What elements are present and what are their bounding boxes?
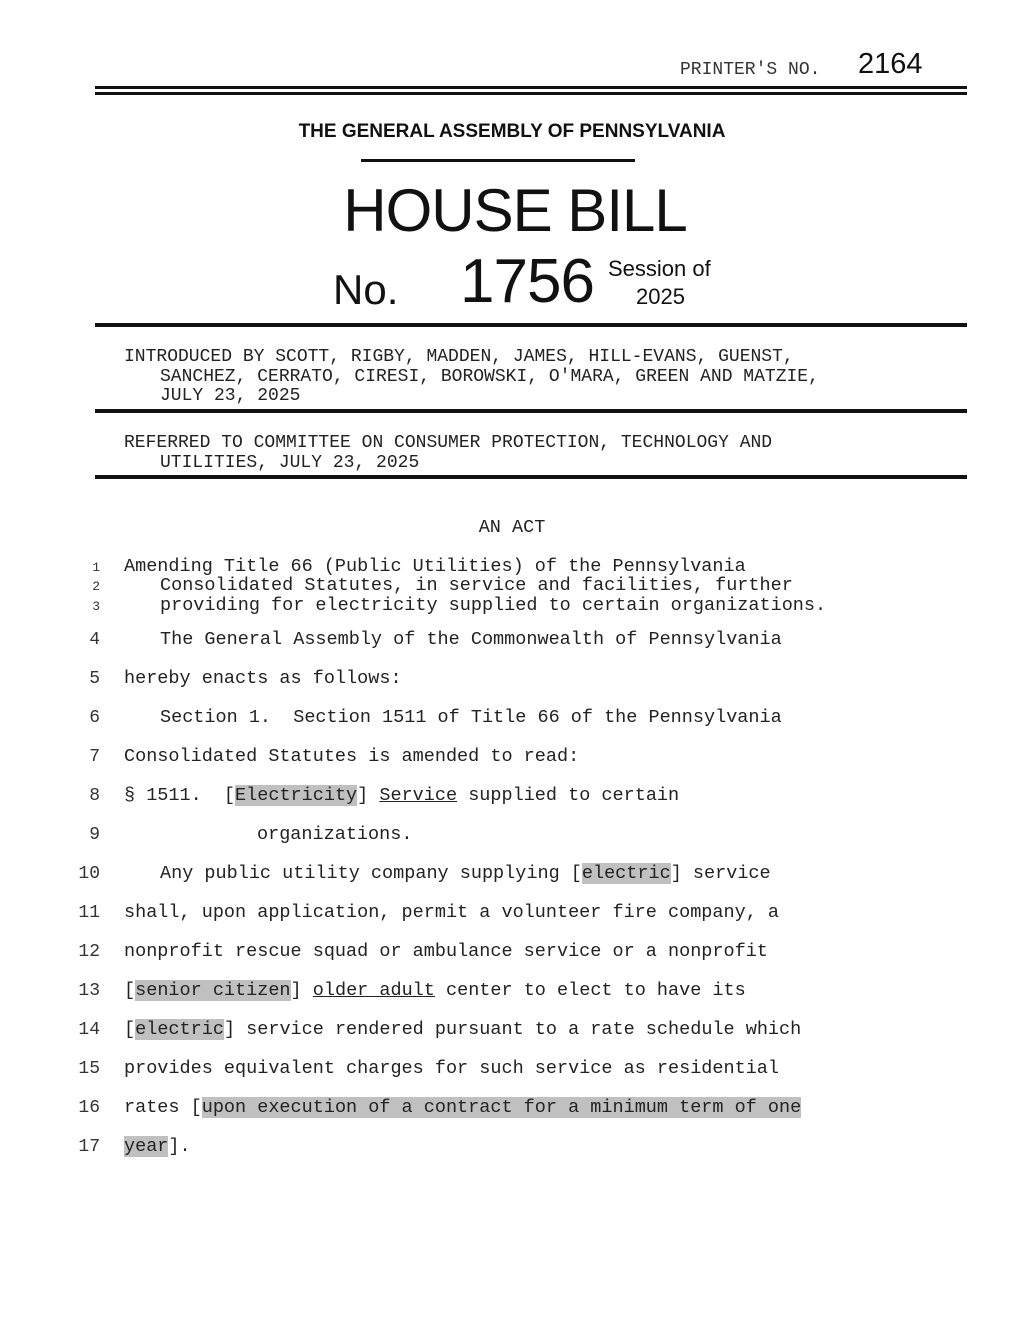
line-number: 4	[89, 630, 100, 650]
line-number: 1	[92, 560, 100, 575]
body-line: provides equivalent charges for such service as residential	[124, 1058, 780, 1079]
body-line	[160, 863, 771, 884]
assembly-title: THE GENERAL ASSEMBLY OF PENNSYLVANIA	[298, 121, 726, 142]
no-label: No.	[333, 266, 399, 313]
referred-line-1: REFERRED TO COMMITTEE ON CONSUMER PROTECTION, TECHNOLOGY AND	[124, 433, 773, 453]
inserted-text: Service	[379, 785, 458, 806]
introduced-line-3: JULY 23, 2025	[160, 386, 301, 406]
text-segment: center to elect to have its	[434, 980, 746, 1001]
deleted-text: electric	[581, 863, 671, 884]
text-segment: ]	[290, 980, 313, 1001]
act-heading: AN ACT	[478, 517, 546, 538]
text-segment: [	[124, 980, 136, 1001]
line-number: 16	[78, 1098, 100, 1118]
line-number: 6	[89, 708, 100, 728]
inserted-text: older adult	[312, 980, 435, 1001]
section-heading-line	[124, 785, 679, 806]
body-line	[124, 1019, 801, 1040]
rule-after-referred	[95, 475, 967, 479]
body-line: nonprofit rescue squad or ambulance service or a nonprofit	[124, 941, 768, 962]
body-line: organizations.	[257, 824, 413, 845]
line-number: 9	[89, 825, 100, 845]
deleted-text: Electricity	[235, 785, 358, 806]
deleted-text: electric	[135, 1019, 224, 1040]
text-segment: § 1511. [	[124, 785, 236, 806]
deleted-text: upon execution of a contract for a minimum term of one	[201, 1097, 802, 1118]
line-number: 7	[89, 747, 100, 767]
printer-number: 2164	[858, 48, 923, 80]
text-segment: ] service rendered pursuant to a rate schedule which	[223, 1019, 802, 1040]
top-rule-thin	[95, 92, 967, 95]
body-line: hereby enacts as follows:	[124, 668, 402, 689]
text-segment: ] service	[670, 863, 771, 884]
rule-after-introduced	[95, 409, 967, 413]
introduced-line-2: SANCHEZ, CERRATO, CIRESI, BOROWSKI, O'MARA, GREEN AND MATZIE,	[160, 367, 819, 387]
deleted-text: year	[124, 1136, 169, 1157]
line-number: 8	[89, 786, 100, 806]
line-number: 3	[92, 599, 100, 614]
session-year: 2025	[636, 284, 685, 309]
introduced-line-1: INTRODUCED BY SCOTT, RIGBY, MADDEN, JAMES, HILL-EVANS, GUENST,	[124, 347, 794, 367]
body-line: Section 1. Section 1511 of Title 66 of the Pennsylvania	[160, 707, 782, 728]
text-segment: ].	[168, 1136, 191, 1157]
line-number: 5	[89, 669, 100, 689]
body-line	[124, 1136, 191, 1157]
body-line	[124, 1097, 801, 1118]
line-number: 10	[78, 864, 100, 884]
body-line: The General Assembly of the Commonwealth of Pennsylvania	[160, 629, 782, 650]
printer-label: PRINTER'S NO.	[680, 60, 821, 80]
assembly-divider	[361, 159, 635, 162]
title-line: Consolidated Statutes, in service and facilities, further	[160, 575, 793, 596]
text-segment: rates [	[124, 1097, 202, 1118]
line-number: 12	[78, 942, 100, 962]
rule-after-number	[95, 323, 967, 327]
deleted-text: senior citizen	[135, 980, 291, 1001]
referred-line-2: UTILITIES, JULY 23, 2025	[160, 453, 420, 473]
text-segment: supplied to certain	[457, 785, 680, 806]
line-number: 11	[78, 903, 100, 923]
bill-type: HOUSE BILL	[343, 177, 687, 244]
body-line	[124, 980, 746, 1001]
session-label: Session of	[608, 256, 711, 281]
line-number: 2	[92, 579, 100, 594]
title-line: providing for electricity supplied to certain organizations.	[160, 595, 827, 616]
top-rule-thick	[95, 86, 967, 89]
text-segment: [	[124, 1019, 136, 1040]
line-number: 17	[78, 1137, 100, 1157]
text-segment: Any public utility company supplying [	[160, 863, 582, 884]
line-number: 15	[78, 1059, 100, 1079]
body-line: shall, upon application, permit a volunteer fire company, a	[124, 902, 780, 923]
bill-number: 1756	[460, 247, 594, 316]
text-segment: ]	[357, 785, 380, 806]
body-line: Consolidated Statutes is amended to read:	[124, 746, 580, 767]
line-number: 14	[78, 1020, 100, 1040]
title-line: Amending Title 66 (Public Utilities) of the Pennsylvania	[124, 556, 746, 577]
line-number: 13	[78, 981, 100, 1001]
